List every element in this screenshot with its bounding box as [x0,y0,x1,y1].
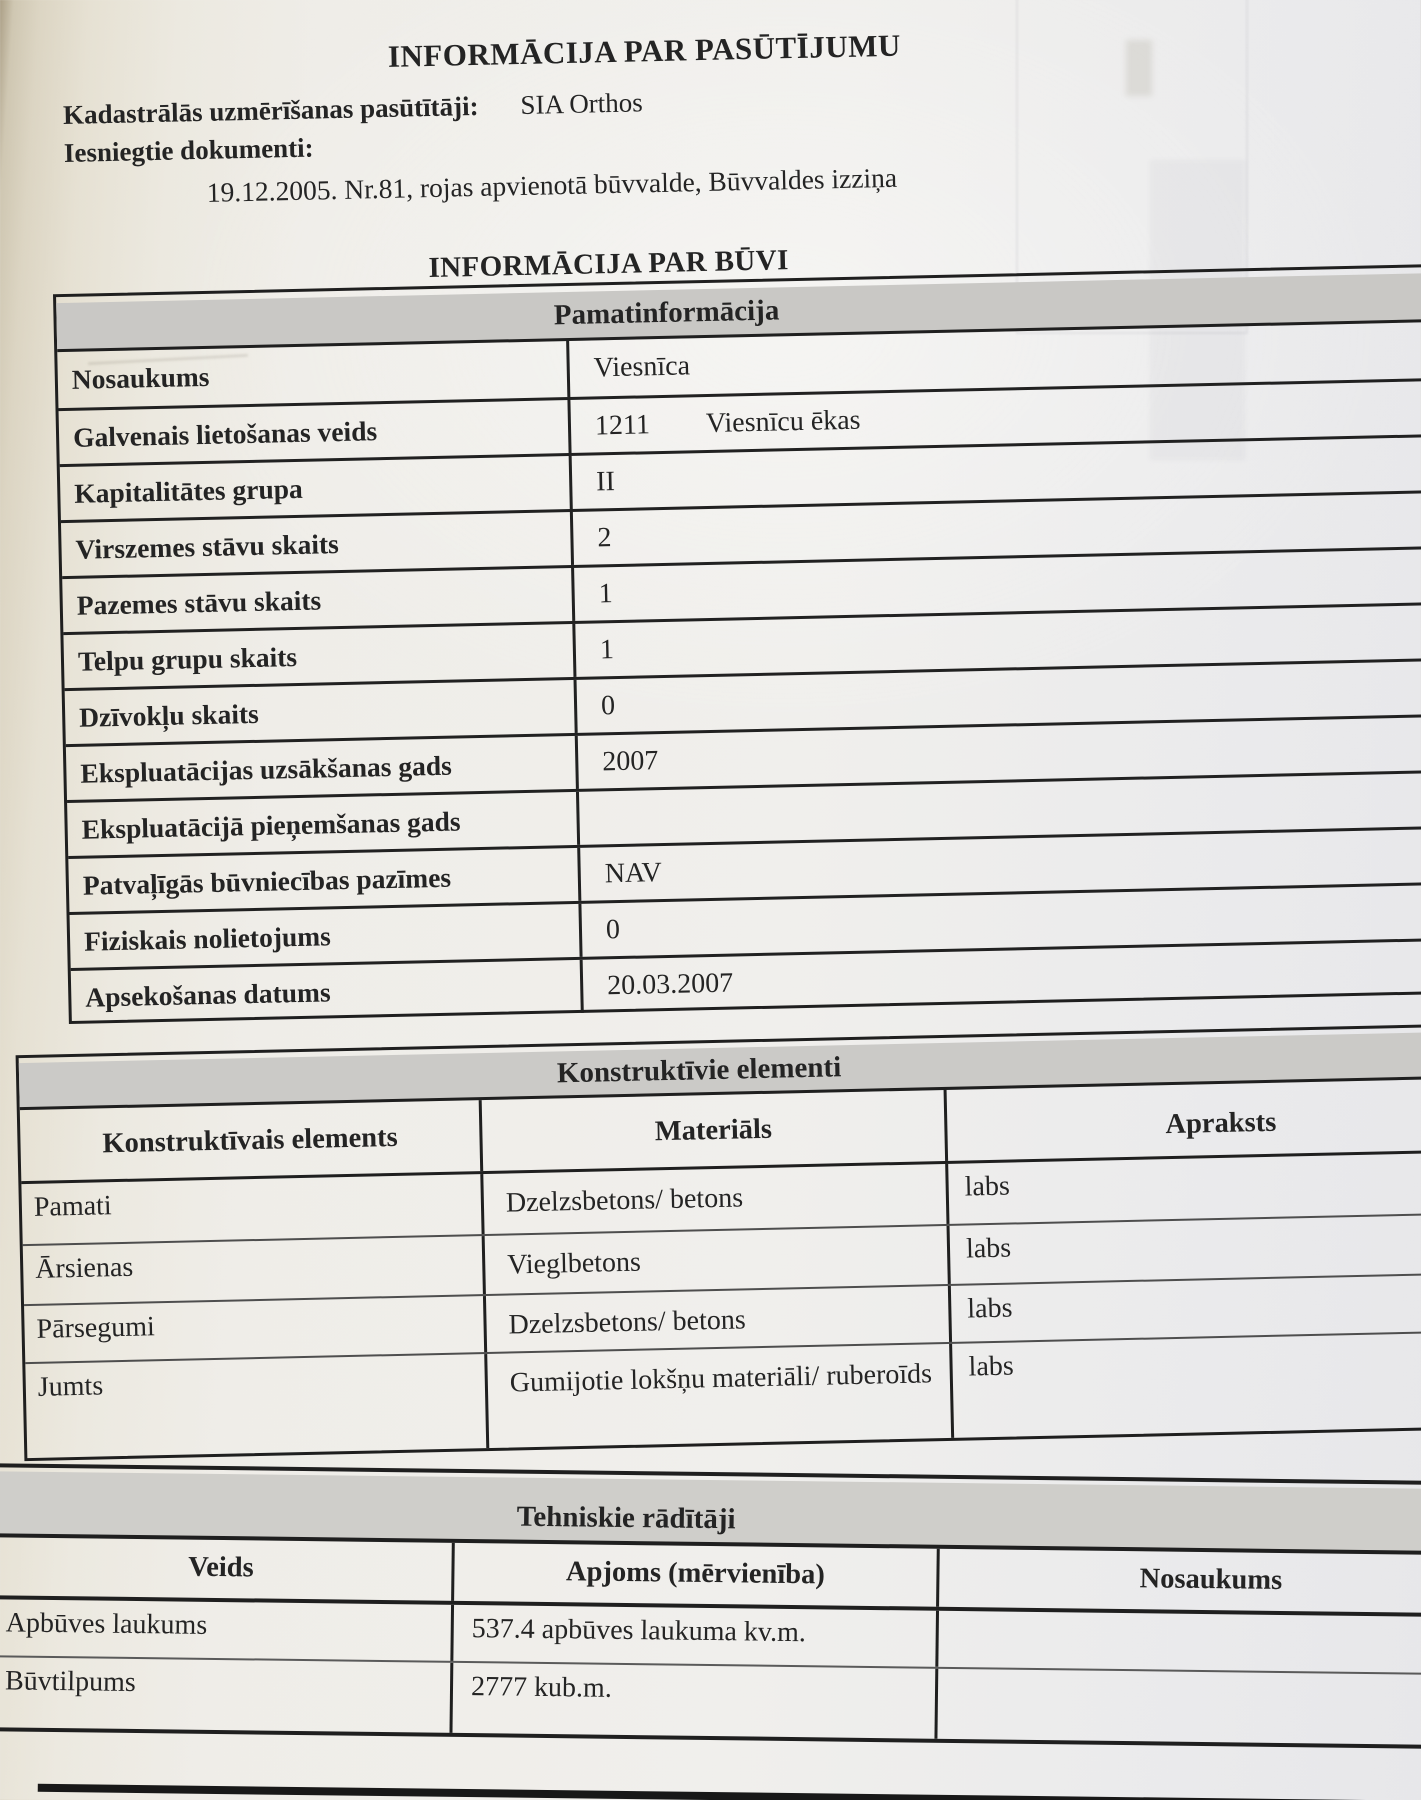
row-label: Dzīvokļu skaits [65,680,578,744]
table-title: Konstruktīvie elementi [556,1050,842,1089]
tehniskie-table [0,1463,1421,1749]
tehniskie-rows [0,1599,1421,1745]
column-header: Apjoms (mērvienība) [454,1543,940,1607]
apjoms-cell: 2777 kub.m. [452,1663,938,1739]
row-label: Ekspluatācijas uzsākšanas gads [66,736,579,800]
column-header: Konstruktīvais elements [20,1100,483,1181]
row-value-text: 1211 [594,408,651,441]
description-cell: labs [964,1170,1011,1203]
row-value-text: II [595,465,616,497]
row-label: Telpu grupu skaits [63,624,576,688]
material-cell: Dzelzsbetons/ betons [486,1286,952,1352]
row-label: Nosaukums [57,341,570,408]
apjoms-cell: 537.4 apbūves laukuma kv.m. [453,1605,939,1667]
row-value-text: 0 [605,913,621,945]
row-label: Virszemes stāvu skaits [61,512,574,576]
column-header: Nosaukums [1139,1563,1283,1596]
row-label: Ekspluatācijā pieņemšanas gads [67,792,580,856]
row-value-secondary: Viesnīcu ēkas [705,404,861,439]
row-value-text: NAV [604,856,663,889]
column-header: Veids [0,1537,455,1601]
row-label: Galvenais lietošanas veids [59,400,572,464]
nosaukums-cell [938,1611,1421,1674]
material-cell: Vieglbetons [485,1226,951,1294]
row-label: Fiziskais nolietojums [70,904,583,968]
veids-cell: Būvtilpums [0,1657,453,1733]
row-value-text: 20.03.2007 [606,967,734,1001]
orderer-label: Kadastrālās uzmērīšanas pasūtītāji: [62,90,479,130]
element-cell: Ārsienas [23,1236,486,1304]
nosaukums-cell [937,1669,1421,1746]
table-title: Pamatinformācija [553,293,780,331]
column-header: Apraksts [1165,1106,1277,1141]
row-value-text: 1 [599,633,615,665]
row-label: Patvaļīgās būvniecības pazīmes [68,848,581,912]
row-value-text: Viesnīca [593,350,691,384]
element-cell: Pārsegumi [24,1296,487,1362]
material-cell: Dzelzsbetons/ betons [483,1164,949,1234]
documents-label: Iesniegtie dokumenti: [63,132,314,168]
row-value-text: 2007 [601,744,659,777]
description-cell: labs [967,1292,1013,1325]
veids-cell: Apbūves laukums [0,1599,454,1661]
row-value-text: 0 [600,689,616,721]
page-title: INFORMĀCIJA PAR PASŪTĪJUMU [387,27,902,74]
row-value-text: 2 [597,521,612,553]
material-cell: Gumijotie lokšņu materiāli/ ruberoīds [487,1344,954,1448]
row-label: Pazemes stāvu skaits [62,568,575,632]
building-info-title: INFORMĀCIJA PAR BŪVI [428,244,790,285]
orderer-value: SIA Orthos [520,87,644,120]
column-header: Materiāls [482,1090,948,1171]
row-label: Kapitalitātes grupa [60,456,573,520]
row-value-text: 1 [598,577,613,609]
description-cell: labs [965,1232,1012,1265]
row-label: Apsekošanas datums [71,960,584,1024]
element-cell: Pamati [21,1174,484,1244]
description-cell: labs [968,1350,1015,1383]
element-cell: Jumts [25,1354,489,1458]
table-title: Tehniskie rādītāji [516,1500,736,1536]
documents-value: 19.12.2005. Nr.81, rojas apvienotā būvvalde, Būvvaldes izziņa [206,161,898,208]
